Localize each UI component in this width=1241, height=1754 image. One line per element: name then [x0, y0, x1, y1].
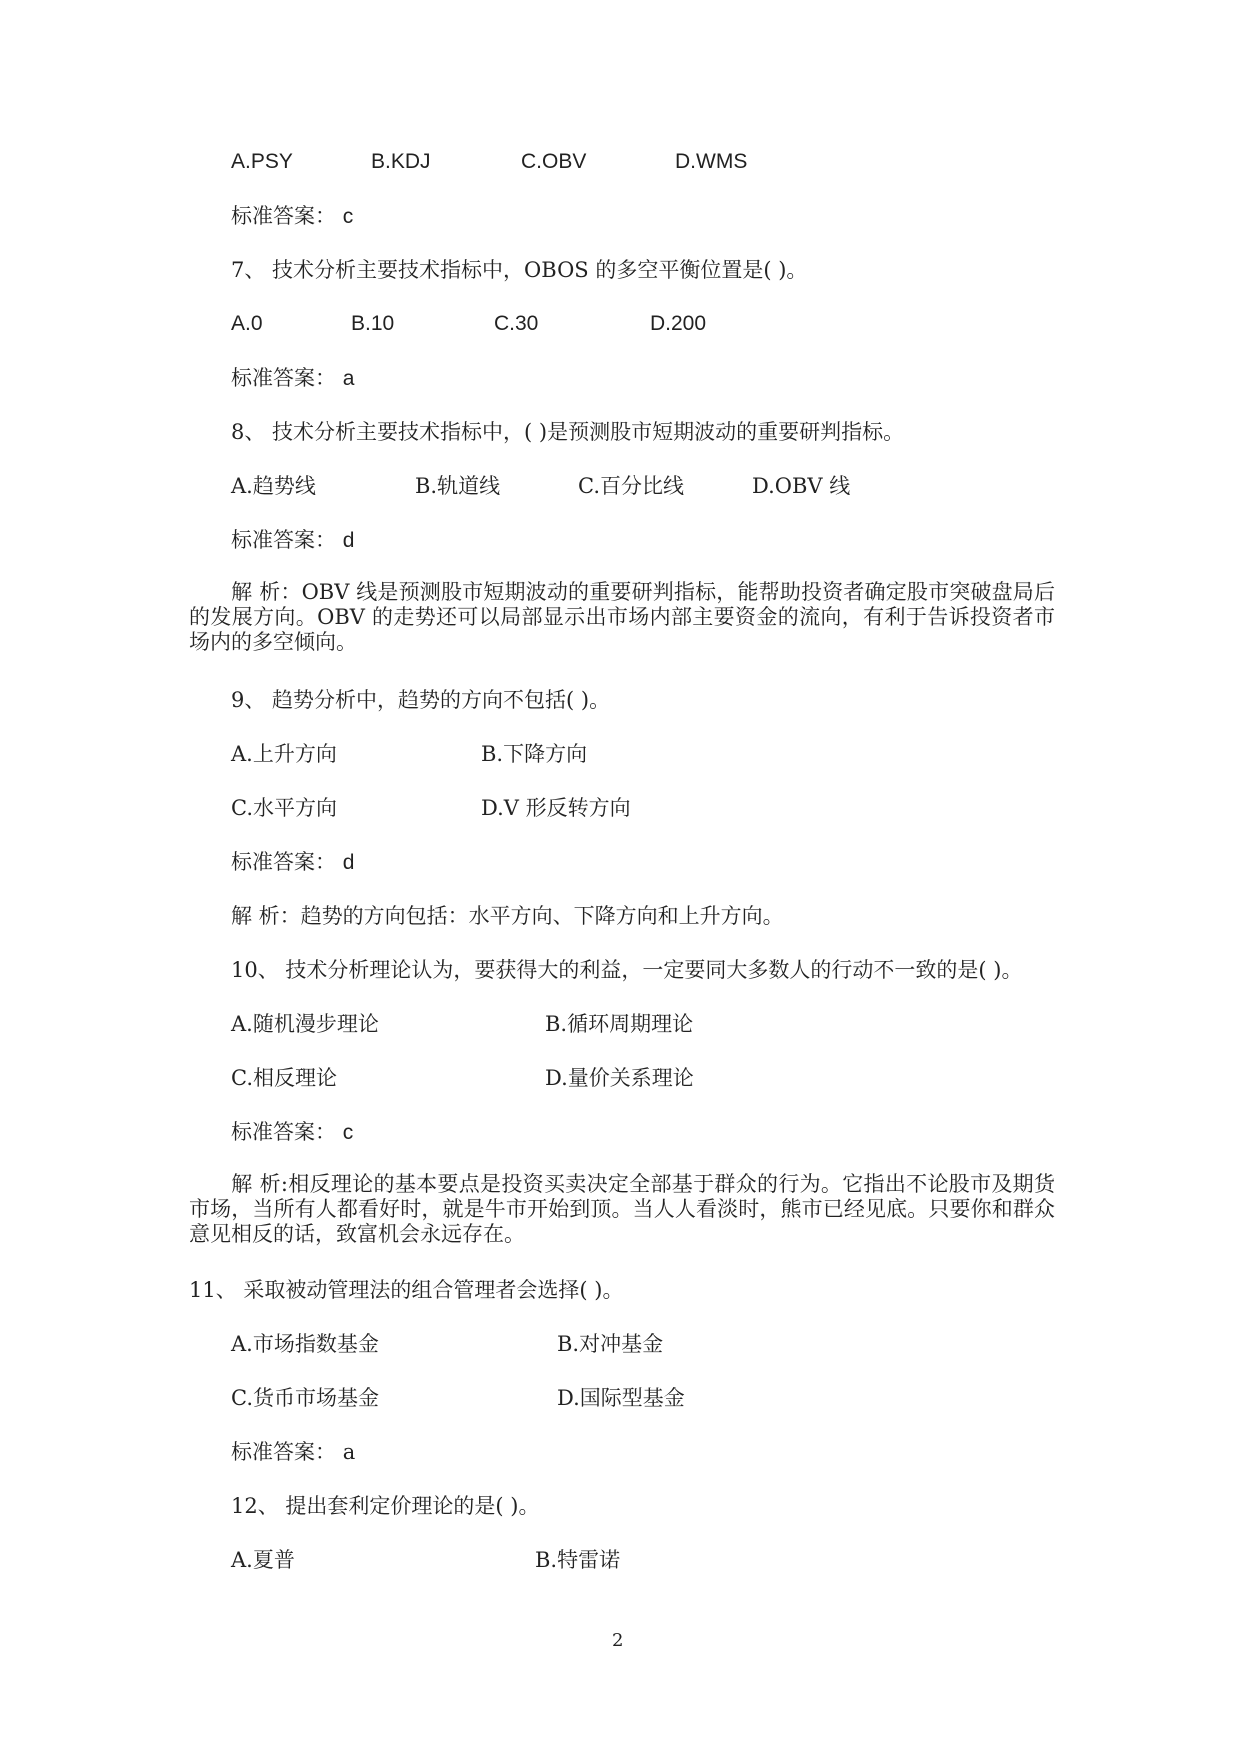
page-number: 2 — [612, 1630, 624, 1651]
q8-analysis — [189, 580, 1055, 655]
q11-option-a: A.市场指数基金 — [231, 1332, 379, 1356]
q8-option-a: A.趋势线 — [231, 474, 316, 498]
analysis-label: 解 析： — [231, 580, 302, 604]
q11-option-b: B.对冲基金 — [557, 1332, 664, 1356]
analysis-text: 相反理论的基本要点是投资买卖决定全部基于群众的行为。它指出不论股市及期货市场，当所有人都看好时，就是牛市开始到顶。当人人看淡时，熊市已经见底。只要你和群众意见相反的话，致富机会永远存在。 — [189, 1172, 1055, 1246]
q10-option-c: C.相反理论 — [231, 1066, 337, 1090]
answer-label: 标准答案： — [231, 850, 336, 874]
q11-answer — [231, 1438, 355, 1466]
q9-question: 9、 趋势分析中，趋势的方向不包括( )。 — [231, 688, 611, 712]
q10-option-b: B.循环周期理论 — [545, 1012, 694, 1036]
q10-option-d: D.量价关系理论 — [545, 1066, 694, 1090]
q10-option-a: A.随机漫步理论 — [231, 1012, 379, 1036]
answer-label: 标准答案： — [231, 528, 336, 552]
q9-answer — [231, 848, 354, 877]
answer-label: 标准答案： — [231, 204, 336, 228]
q6-option-d: D.WMS — [675, 150, 748, 173]
q9-analysis — [231, 902, 784, 930]
q7-question: 7、 技术分析主要技术指标中，OBOS 的多空平衡位置是( )。 — [231, 258, 808, 282]
answer-label: 标准答案： — [231, 1440, 336, 1464]
q12-option-b: B.特雷诺 — [535, 1548, 621, 1572]
answer-value: a — [342, 367, 355, 390]
q6-option-c: C.OBV — [521, 150, 587, 173]
q7-option-b: B.10 — [351, 312, 395, 335]
q7-answer — [231, 364, 354, 393]
analysis-label: 解 析: — [231, 1172, 288, 1196]
q11-option-c: C.货币市场基金 — [231, 1386, 379, 1410]
analysis-text: 趋势的方向包括：水平方向、下降方向和上升方向。 — [300, 904, 784, 928]
q6-option-b: B.KDJ — [371, 150, 431, 173]
q10-analysis — [189, 1172, 1055, 1247]
answer-value: d — [342, 529, 355, 552]
answer-value: a — [342, 1440, 356, 1464]
q9-option-d: D.V 形反转方向 — [481, 796, 631, 820]
q9-option-a: A.上升方向 — [231, 742, 337, 766]
q9-option-b: B.下降方向 — [481, 742, 588, 766]
q6-option-a: A.PSY — [231, 150, 293, 173]
q11-option-d: D.国际型基金 — [557, 1386, 685, 1410]
q7-option-a: A.0 — [231, 312, 263, 335]
analysis-text: OBV 线是预测股市短期波动的重要研判指标，能帮助投资者确定股市突破盘局后的发展方向。OBV 的走势还可以局部显示出市场内部主要资金的流向，有利于告诉投资者市场内的多空倾向。 — [189, 580, 1055, 654]
answer-value: c — [342, 1121, 354, 1144]
q8-question: 8、 技术分析主要技术指标中，( )是预测股市短期波动的重要研判指标。 — [231, 420, 905, 444]
q7-option-d: D.200 — [650, 312, 707, 335]
answer-value: d — [342, 851, 355, 874]
q8-answer — [231, 526, 354, 555]
q12-option-a: A.夏普 — [231, 1548, 295, 1572]
q8-option-b: B.轨道线 — [415, 474, 501, 498]
q10-question: 10、 技术分析理论认为，要获得大的利益，一定要同大多数人的行动不一致的是( )。 — [231, 958, 1023, 982]
answer-value: c — [342, 205, 354, 228]
q7-option-c: C.30 — [494, 312, 539, 335]
q11-question: 11、 采取被动管理法的组合管理者会选择( )。 — [189, 1278, 624, 1302]
q8-option-d: D.OBV 线 — [752, 474, 851, 498]
q6-answer — [231, 202, 353, 231]
answer-label: 标准答案： — [231, 366, 336, 390]
q9-option-c: C.水平方向 — [231, 796, 337, 820]
analysis-label: 解 析： — [231, 904, 301, 928]
q12-question: 12、 提出套利定价理论的是( )。 — [231, 1494, 540, 1518]
q8-option-c: C.百分比线 — [578, 474, 684, 498]
answer-label: 标准答案： — [231, 1120, 336, 1144]
q10-answer — [231, 1118, 353, 1147]
